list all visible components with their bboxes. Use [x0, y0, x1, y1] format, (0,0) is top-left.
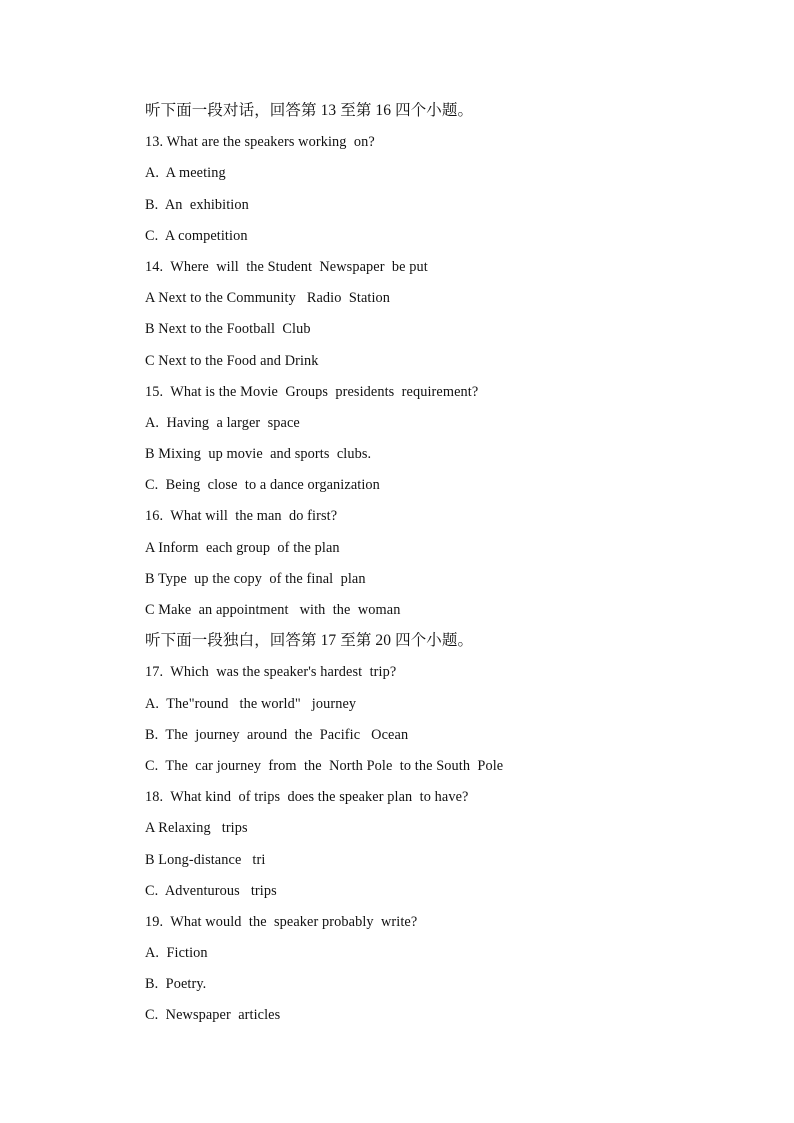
option-13-c: C. A competition — [145, 227, 248, 244]
option-15-c: C. Being close to a dance organization — [145, 477, 380, 494]
option-16-a: A Inform each group of the plan — [145, 539, 340, 556]
question-14: 14. Where will the Student Newspaper be put — [145, 258, 428, 275]
option-18-b: B Long-distance tri — [145, 851, 266, 868]
question-16: 16. What will the man do first? — [145, 508, 338, 525]
option-14-b: B Next to the Football Club — [145, 321, 311, 338]
option-19-a: A. Fiction — [145, 945, 208, 962]
option-14-c: C Next to the Food and Drink — [145, 352, 319, 369]
question-17: 17. Which was the speaker's hardest trip? — [145, 664, 397, 681]
question-19: 19. What would the speaker probably write? — [145, 913, 418, 930]
option-19-c: C. Newspaper articles — [145, 1007, 281, 1024]
question-18: 18. What kind of trips does the speaker plan to have? — [145, 789, 469, 806]
option-13-b: B. An exhibition — [145, 196, 249, 213]
option-15-a: A. Having a larger space — [145, 414, 300, 431]
option-16-b: B Type up the copy of the final plan — [145, 570, 366, 587]
section-heading: 听下面一段独白，回答第 17 至第 20 四个小题。 — [145, 632, 474, 650]
option-13-a: A. A meeting — [145, 165, 226, 182]
option-14-a: A Next to the Community Radio Station — [145, 290, 391, 307]
option-16-c: C Make an appointment with the woman — [145, 602, 401, 618]
document-content — [145, 98, 745, 1034]
option-19-b: B. Poetry. — [145, 976, 207, 993]
option-17-a: A. The"round the world" journey — [145, 695, 357, 712]
option-18-a: A Relaxing trips — [145, 820, 248, 837]
option-17-c: C. The car journey from the North Pole to the South Pole — [145, 757, 504, 774]
option-15-b: B Mixing up movie and sports clubs. — [145, 446, 372, 463]
question-15: 15. What is the Movie Groups presidents requirement? — [145, 383, 479, 400]
option-17-b: B. The journey around the Pacific Ocean — [145, 726, 409, 743]
option-18-c: C. Adventurous trips — [145, 882, 277, 899]
question-13: 13. What are the speakers working on? — [145, 134, 375, 151]
section-heading: 听下面一段对话，回答第 13 至第 16 四个小题。 — [145, 102, 474, 119]
